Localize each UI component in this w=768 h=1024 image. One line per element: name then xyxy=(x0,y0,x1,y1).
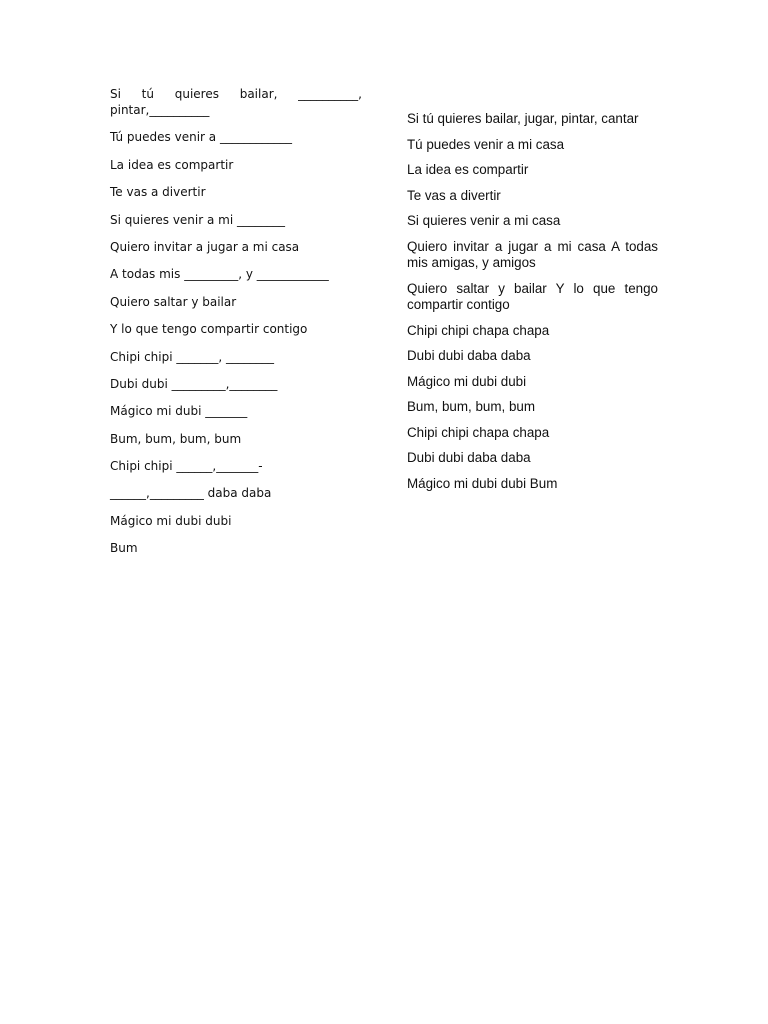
lyric-line: Te vas a divertir xyxy=(407,187,501,203)
lyric-line: La idea es compartir xyxy=(407,162,529,177)
lyric-line: Mágico mi dubi dubi xyxy=(407,373,527,389)
lyric-line-blank: Mágico mi dubi _______ xyxy=(110,404,248,419)
lyric-line-blank: Dubi dubi _________,________ xyxy=(110,376,278,391)
lyric-line-blank: Chipi chipi ______,_______- xyxy=(110,459,263,474)
lyric-line: La idea es compartir xyxy=(110,157,234,172)
lyric-line: Chipi chipi chapa chapa xyxy=(407,424,550,440)
lyric-line-blank: A todas mis _________, y ____________ xyxy=(110,267,329,282)
lyric-line: Y lo que tengo compartir contigo xyxy=(110,322,308,337)
lyric-line: Mágico mi dubi dubi xyxy=(110,513,232,528)
lyric-line-blank: Si tú quieres bailar, __________, pintar,__________ xyxy=(110,87,362,117)
lyric-line: Quiero saltar y bailar Y lo que tengo compartir contigo xyxy=(407,280,658,312)
lyric-line: Quiero saltar y bailar xyxy=(110,294,237,309)
lyric-line: Chipi chipi chapa chapa xyxy=(407,322,550,338)
lyric-line: Quiero invitar a jugar a mi casa A todas mis amigas, y amigos xyxy=(407,238,658,270)
lyric-line: Dubi dubi daba daba xyxy=(407,348,531,363)
lyric-line: Quiero invitar a jugar a mi casa xyxy=(110,239,300,254)
lyric-line-blank: Tú puedes venir a ____________ xyxy=(110,130,292,145)
lyric-line-blank: Si quieres venir a mi ________ xyxy=(110,212,286,227)
lyric-line: Te vas a divertir xyxy=(110,185,206,200)
lyric-line: Bum xyxy=(110,541,138,556)
lyric-line: Bum, bum, bum, bum xyxy=(407,399,536,414)
full-lyrics xyxy=(407,111,658,501)
lyric-line: Tú puedes venir a mi casa xyxy=(407,136,565,152)
fill-in-blank-lyrics xyxy=(110,86,362,568)
lyric-line: Si quieres venir a mi casa xyxy=(407,213,561,228)
lyric-line-blank: Chipi chipi _______, ________ xyxy=(110,349,275,364)
lyric-line: Si tú quieres bailar, jugar, pintar, cantar xyxy=(407,111,639,126)
lyric-line: Dubi dubi daba daba xyxy=(407,450,531,465)
lyric-line: Bum, bum, bum, bum xyxy=(110,431,242,446)
lyric-line: Mágico mi dubi dubi Bum xyxy=(407,475,558,491)
lyric-line-blank: ______,_________ daba daba xyxy=(110,486,272,501)
